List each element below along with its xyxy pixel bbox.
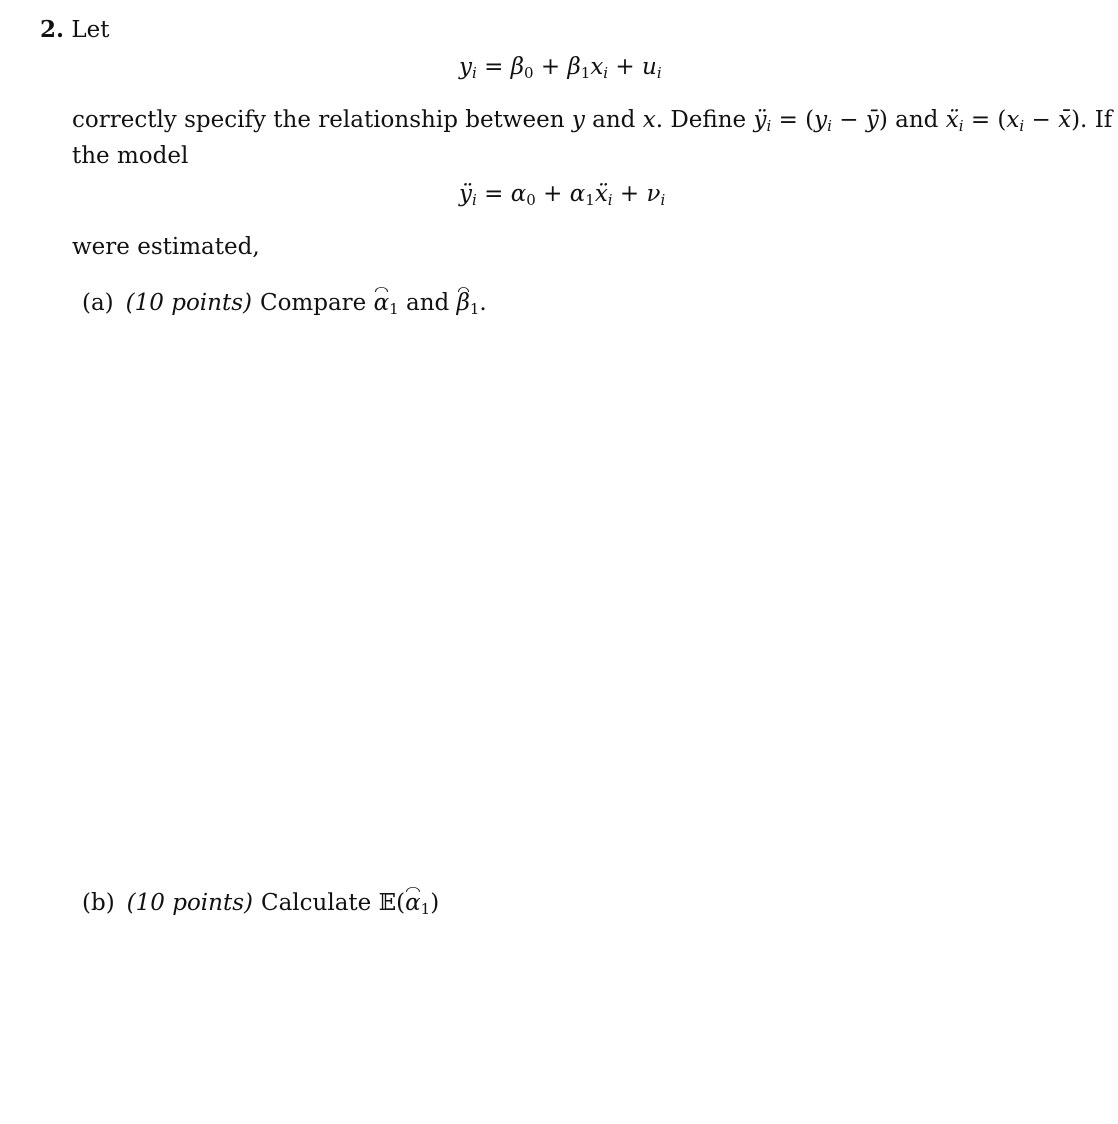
eq1-lhs: y	[459, 54, 472, 80]
part-b-label: (b)	[82, 890, 115, 916]
para1-xdd: ẍ	[945, 107, 959, 133]
para1-xdd-sub: i	[958, 117, 964, 135]
para1-var-y: y	[571, 107, 585, 133]
part-b-close: )	[430, 890, 440, 916]
alpha1-hat-b: α	[405, 890, 421, 916]
part-b-open: (	[396, 890, 406, 916]
part-a-points: (10 points)	[125, 290, 252, 316]
eq1-x-sub: i	[603, 64, 609, 82]
question-part-a	[82, 290, 487, 316]
para1-text-e: If	[1094, 107, 1113, 133]
eq2-plus2: +	[612, 181, 647, 207]
para1-text-d: and	[887, 107, 946, 133]
part-a-text: Compare	[259, 290, 374, 316]
para1-xbar: x̄	[1058, 107, 1072, 133]
para1-xi: x	[1006, 107, 1020, 133]
paragraph-the-model: the model	[72, 143, 189, 169]
eq2-xdd-sub: i	[607, 191, 613, 209]
paragraph-define	[72, 107, 1112, 133]
answer-space-a[interactable]	[72, 330, 1052, 870]
equation-demeaned-model	[459, 181, 665, 207]
problem-intro: Let	[71, 17, 110, 43]
para1-yi: y	[814, 107, 828, 133]
para1-xi-sub: i	[1019, 117, 1025, 135]
para1-def2: = (	[963, 107, 1007, 133]
beta1-hat-sub: 1	[469, 300, 480, 318]
eq2-alpha1: α	[569, 181, 586, 207]
eq1-plus1: +	[533, 54, 568, 80]
para1-minus2: −	[1024, 107, 1059, 133]
para1-minus1: −	[831, 107, 866, 133]
para1-ybar: ȳ	[865, 107, 879, 133]
beta1-hat: β	[456, 290, 470, 316]
paragraph-were-estimated: were estimated,	[72, 234, 260, 260]
eq2-lhs-sub: i	[472, 191, 477, 209]
eq1-u-sub: i	[656, 64, 662, 82]
para1-close2: ).	[1071, 107, 1095, 133]
question-part-b	[82, 890, 439, 916]
para1-var-x: x	[642, 107, 656, 133]
eq2-alpha0: α	[510, 181, 527, 207]
alpha1-hat-b-sub: 1	[420, 900, 431, 918]
para1-yi-sub: i	[827, 117, 832, 135]
alpha1-hat-sub: 1	[389, 300, 399, 318]
part-b-text: Calculate	[260, 890, 379, 916]
part-b-points: (10 points)	[126, 890, 253, 916]
eq1-lhs-sub: i	[472, 64, 477, 82]
problem-number: 2	[40, 16, 57, 43]
para1-def1: = (	[771, 107, 815, 133]
part-a-end: .	[479, 290, 487, 316]
eq2-xdd: ẍ	[594, 181, 608, 207]
eq2-alpha0-sub: 0	[526, 191, 536, 209]
para1-ydd-sub: i	[766, 117, 772, 135]
eq1-beta1-sub: 1	[580, 64, 591, 82]
eq2-lhs: ÿ	[459, 181, 472, 207]
para1-ydd: ÿ	[753, 107, 767, 133]
eq2-plus1: +	[535, 181, 570, 207]
eq2-nu: ν	[646, 181, 661, 207]
para1-close1: )	[878, 107, 888, 133]
eq2-equals: =	[476, 181, 511, 207]
eq1-beta0: β	[510, 54, 525, 80]
eq1-beta1: β	[567, 54, 581, 80]
eq2-alpha1-sub: 1	[585, 191, 595, 209]
para1-text-c: . Define	[655, 107, 754, 133]
expectation-operator: 𝔼	[378, 890, 397, 916]
eq1-beta0-sub: 0	[524, 64, 534, 82]
eq1-plus2: +	[608, 54, 643, 80]
para1-text-a: correctly specify the relationship between	[72, 107, 572, 133]
part-a-label: (a)	[82, 290, 114, 316]
para1-text-b: and	[584, 107, 643, 133]
eq1-equals: =	[476, 54, 511, 80]
problem-number-dot: .	[56, 16, 65, 43]
equation-true-model	[459, 54, 662, 80]
problem-header	[40, 16, 109, 43]
alpha1-hat: α	[373, 290, 390, 316]
part-a-and: and	[398, 290, 457, 316]
eq1-u: u	[642, 54, 657, 80]
eq2-nu-sub: i	[660, 191, 666, 209]
eq1-x: x	[590, 54, 604, 80]
